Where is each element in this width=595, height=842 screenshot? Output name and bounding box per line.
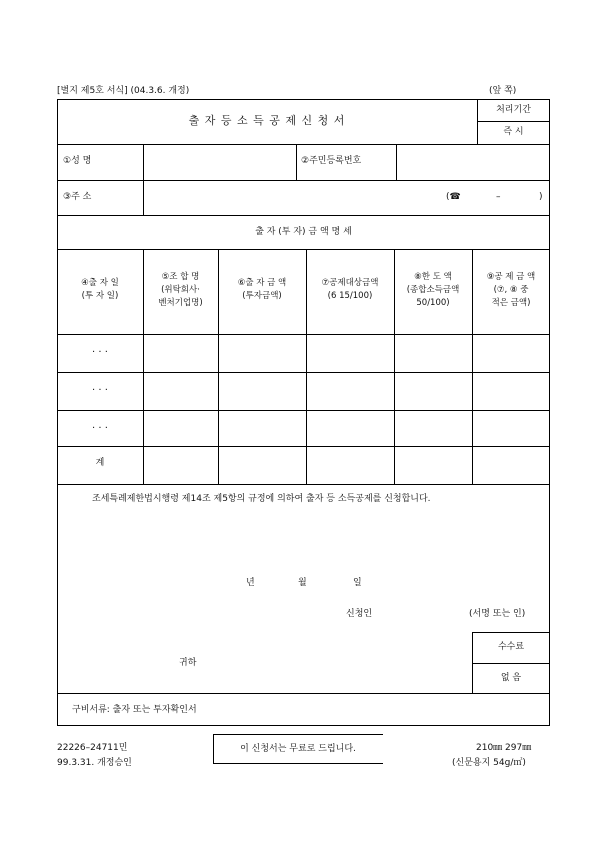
investment-section-title: 출 자 (투 자) 금 액 명 세 bbox=[255, 227, 352, 237]
application-statement: 조세특례제한법시행령 제14조 제5항의 규정에 의하여 출자 등 소득공제를 신청합니다. bbox=[92, 494, 431, 504]
address-label: ③주 소 bbox=[63, 192, 92, 202]
approval-date: 99.3.31. 개정승인 bbox=[57, 758, 132, 768]
col-deductible-amount: ⑦공제대상금액 (6 15/100) bbox=[321, 278, 379, 301]
recipient-label: 귀하 bbox=[179, 658, 197, 668]
page-side-label: (앞 쪽) bbox=[489, 86, 517, 96]
date-year: 년 bbox=[246, 578, 255, 588]
address-field[interactable] bbox=[144, 181, 444, 214]
fee-value: 없 음 bbox=[500, 673, 522, 683]
col-limit-amount: ⑧한 도 액 (종합소득금액 50/100) bbox=[406, 272, 460, 308]
col-association-name: ⑤조 합 명 (위탁회사· 벤처기업명) bbox=[158, 272, 203, 308]
phone-close: ) bbox=[539, 192, 543, 202]
name-label: ①성 명 bbox=[63, 156, 92, 166]
applicant-label: 신청인 bbox=[346, 609, 373, 619]
paper-type: (신문용지 54g/㎡) bbox=[452, 758, 526, 768]
col-investment-date: ④출 자 일 (투 자 일) bbox=[81, 278, 119, 301]
phone-open: (☎ bbox=[446, 192, 461, 202]
total-row-label: 계 bbox=[95, 458, 105, 468]
fee-label: 수수료 bbox=[497, 642, 525, 652]
phone-dash: – bbox=[496, 192, 501, 202]
date-month: 월 bbox=[298, 578, 307, 588]
form-number: [별지 제5호 서식] (04.3.6. 개정) bbox=[57, 86, 190, 96]
signature-label: (서명 또는 인) bbox=[469, 609, 526, 619]
name-field[interactable] bbox=[144, 145, 295, 179]
required-documents: 구비서류: 출자 또는 투자확인서 bbox=[72, 705, 197, 715]
paper-size: 210㎜ 297㎜ bbox=[476, 743, 532, 753]
table-row-1-date[interactable]: · · · bbox=[92, 347, 108, 358]
form-title: 출 자 등 소 득 공 제 신 청 서 bbox=[188, 114, 346, 127]
resident-id-label: ②주민등록번호 bbox=[301, 156, 362, 166]
processing-period-value: 즉 시 bbox=[503, 127, 524, 137]
col-deduction-amount: ⑨공 제 금 액 (⑦, ⑧ 중 적은 금액) bbox=[486, 272, 536, 308]
resident-id-field[interactable] bbox=[397, 145, 549, 179]
free-notice: 이 신청서는 무료로 드립니다. bbox=[240, 744, 356, 754]
form-code: 22226–24711민 bbox=[57, 743, 128, 753]
table-row-3-date[interactable]: · · · bbox=[92, 423, 108, 434]
date-day: 일 bbox=[353, 578, 362, 588]
table-row-2-date[interactable]: · · · bbox=[92, 385, 108, 396]
processing-period-label: 처리기간 bbox=[496, 105, 531, 115]
col-investment-amount: ⑥출 자 금 액 (투자금액) bbox=[237, 278, 287, 301]
